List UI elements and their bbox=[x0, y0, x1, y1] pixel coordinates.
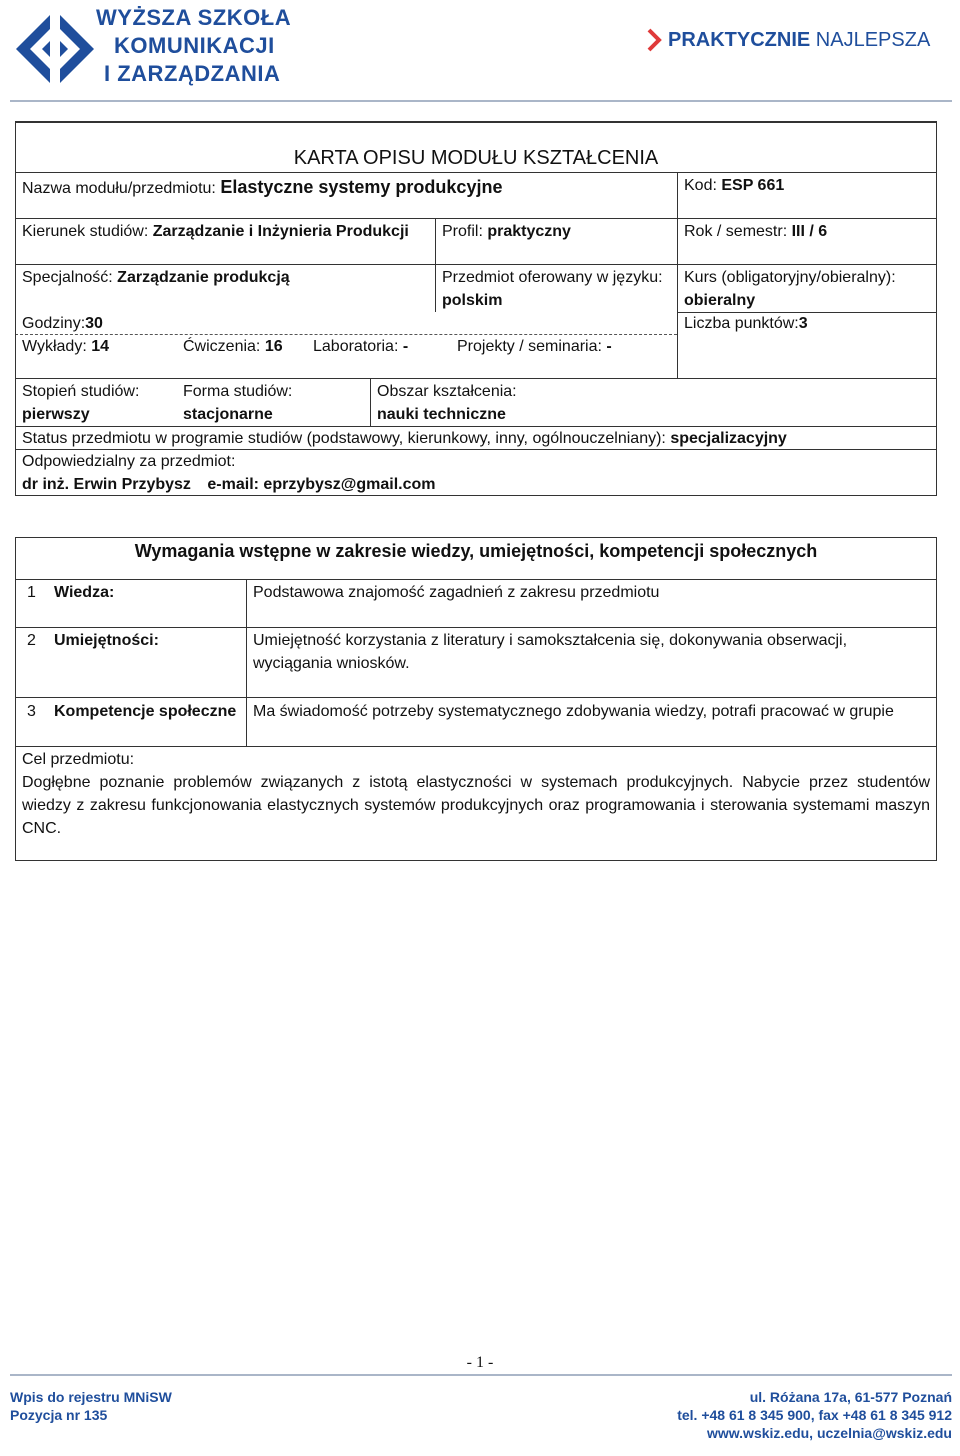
profile-label: Profil: bbox=[442, 223, 483, 240]
exercises-value: 16 bbox=[264, 338, 283, 355]
goal-label: Cel przedmiotu: bbox=[22, 751, 135, 768]
hours-label: Godziny: bbox=[22, 315, 86, 332]
form-value: stacjonarne bbox=[183, 406, 273, 423]
course-label: Kurs (obligatoryjny/obieralny): bbox=[684, 269, 896, 286]
row-text: Umiejętność korzystania z literatury i samokształcenia się, dokonywania obserwacji, bbox=[253, 632, 848, 649]
footer-phone: tel. +48 61 8 345 900, fax +48 61 8 345 912 bbox=[677, 1407, 952, 1423]
projects-field bbox=[457, 336, 612, 358]
row-number: 1 bbox=[27, 584, 36, 601]
row-label: Kompetencje społeczne bbox=[54, 703, 237, 720]
responsible-name: dr inż. Erwin Przybysz bbox=[22, 476, 191, 493]
row-label: Umiejętności: bbox=[54, 632, 159, 649]
direction-value: Zarządzanie i Inżynieria Produkcji bbox=[152, 223, 409, 240]
email-label: e-mail: bbox=[207, 476, 259, 493]
form-label: Forma studiów: bbox=[183, 383, 293, 400]
lectures-label: Wykłady: bbox=[22, 338, 87, 355]
logo-line-1: WYŻSZA SZKOŁA bbox=[96, 5, 292, 30]
points-value: 3 bbox=[798, 315, 808, 332]
module-name-label: Nazwa modułu/przedmiotu: bbox=[22, 180, 216, 197]
tagline-prefix: PRAKTYCZNIE bbox=[668, 29, 811, 51]
specialty-value: Zarządzanie produkcją bbox=[117, 269, 290, 286]
status-label: Status przedmiotu w programie studiów (podstawowy, kierunkowy, inny, ogólnouczelniany): bbox=[22, 430, 666, 447]
lab-label: Laboratoria: bbox=[313, 338, 399, 355]
hours-value: 30 bbox=[85, 315, 103, 332]
footer-divider bbox=[10, 1374, 952, 1376]
specialty-field bbox=[22, 267, 290, 289]
requirements-title: Wymagania wstępne w zakresie wiedzy, umiejętności, kompetencji społecznych bbox=[134, 541, 818, 561]
footer-web: www.wskiz.edu, uczelnia@wskiz.edu bbox=[707, 1425, 952, 1441]
code-value: ESP 661 bbox=[721, 177, 785, 194]
specialty-label: Specjalność: bbox=[22, 269, 113, 286]
logo-line-3: I ZARZĄDZANIA bbox=[104, 61, 281, 86]
page-number: - 1 - bbox=[466, 1354, 494, 1371]
school-logo-icon bbox=[14, 8, 96, 90]
row-label: Wiedza: bbox=[54, 584, 115, 601]
projects-value: - bbox=[606, 338, 612, 355]
points-label: Liczba punktów: bbox=[684, 315, 799, 332]
header-divider bbox=[10, 100, 952, 102]
degree-value: pierwszy bbox=[22, 406, 90, 423]
email-value: eprzybysz@gmail.com bbox=[263, 476, 436, 493]
module-name-field bbox=[22, 176, 502, 200]
points-field bbox=[684, 313, 808, 335]
lab-field bbox=[313, 336, 408, 358]
chevron-right-icon bbox=[646, 28, 662, 52]
profile-value: praktyczny bbox=[487, 223, 571, 240]
profile-field bbox=[442, 221, 571, 243]
footer-position: Pozycja nr 135 bbox=[10, 1407, 108, 1423]
logo-line-2: KOMUNIKACJI bbox=[114, 33, 275, 58]
lectures-field bbox=[22, 336, 109, 358]
lab-value: - bbox=[402, 338, 409, 355]
row-text: wyciągania wniosków. bbox=[253, 655, 410, 672]
projects-label: Projekty / seminaria: bbox=[457, 338, 602, 355]
module-name-value: Elastyczne systemy produkcyjne bbox=[220, 177, 503, 197]
row-text: Podstawowa znajomość zagadnień z zakresu przedmiotu bbox=[253, 584, 660, 601]
course-value: obieralny bbox=[684, 292, 756, 309]
goal-line: Dogłębne poznanie problemów związanych z istotą elastyczności w systemach produkcyjnych. Nabycie przez studentów bbox=[22, 774, 930, 791]
language-value: polskim bbox=[442, 292, 503, 309]
code-field bbox=[684, 175, 784, 197]
footer-registry: Wpis do rejestru MNiSW bbox=[10, 1389, 172, 1405]
row-text: Ma świadomość potrzeby systematycznego zdobywania wiedzy, potrafi pracować w grupie bbox=[253, 703, 894, 720]
card-title: KARTA OPISU MODUŁU KSZTAŁCENIA bbox=[293, 147, 659, 169]
year-label: Rok / semestr: bbox=[684, 223, 788, 240]
code-label: Kod: bbox=[684, 177, 717, 194]
year-value: III / 6 bbox=[791, 223, 828, 240]
direction-field bbox=[22, 221, 409, 243]
status-value: specjalizacyjny bbox=[670, 430, 787, 447]
degree-label: Stopień studiów: bbox=[22, 383, 140, 400]
year-field bbox=[684, 221, 827, 243]
status-field bbox=[22, 428, 787, 450]
area-label: Obszar kształcenia: bbox=[377, 383, 517, 400]
responsible-field bbox=[22, 474, 436, 496]
hours-field bbox=[22, 313, 103, 335]
tagline bbox=[668, 28, 930, 52]
direction-label: Kierunek studiów: bbox=[22, 223, 149, 240]
row-number: 3 bbox=[27, 703, 36, 720]
lectures-value: 14 bbox=[91, 338, 110, 355]
row-number: 2 bbox=[27, 632, 36, 649]
exercises-field bbox=[183, 336, 283, 358]
goal-line: wiedzy z zakresu funkcjonowania elastycznych systemów produkcyjnych oraz programowania i sterowania systemami maszyn bbox=[22, 797, 930, 814]
footer-address: ul. Różana 17a, 61-577 Poznań bbox=[749, 1389, 952, 1405]
exercises-label: Ćwiczenia: bbox=[183, 338, 261, 355]
goal-line: CNC. bbox=[22, 820, 62, 837]
language-label: Przedmiot oferowany w języku: bbox=[442, 269, 663, 286]
tagline-suffix: NAJLEPSZA bbox=[815, 29, 931, 51]
responsible-label: Odpowiedzialny za przedmiot: bbox=[22, 453, 236, 470]
area-value: nauki techniczne bbox=[377, 406, 506, 423]
